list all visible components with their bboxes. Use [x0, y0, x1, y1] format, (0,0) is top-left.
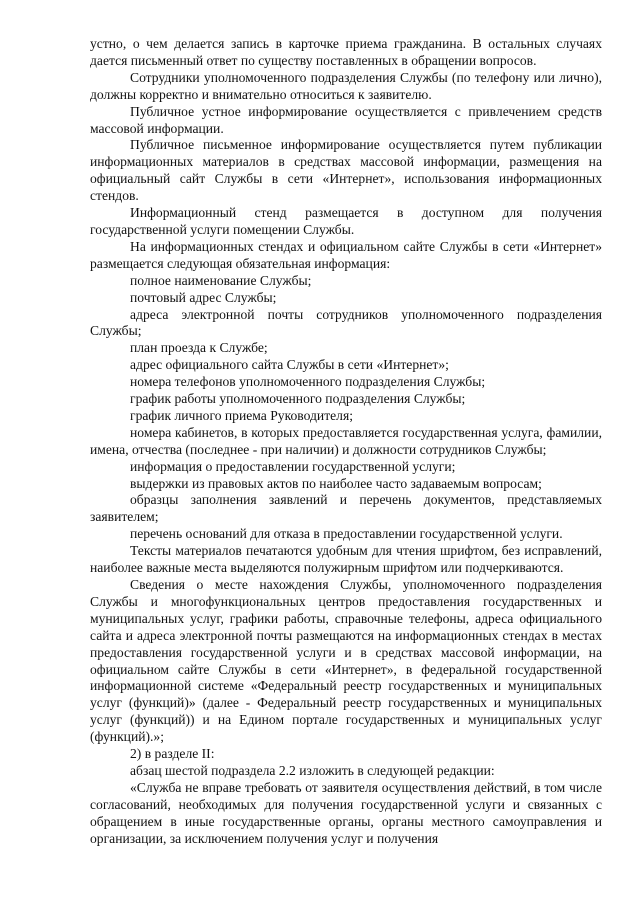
- list-item: образцы заполнения заявлений и перечень документов, представляемых заявителем;: [90, 492, 602, 525]
- list-item: информация о предоставлении государственной услуги;: [130, 458, 456, 474]
- list-item: номера телефонов уполномоченного подразделения Службы;: [130, 374, 486, 390]
- paragraph: Тексты материалов печатаются удобным для чтения шрифтом, без исправлений, наиболее важные места выделяются полужирным шрифтом или подчеркиваются.: [90, 543, 602, 576]
- list-item: выдержки из правовых актов по наиболее часто задаваемым вопросам;: [130, 475, 542, 491]
- list-item: номера кабинетов, в которых предоставляется государственная услуга, фамилии, имена, отчества (последнее - при наличии) и должности сотрудников Службы;: [90, 424, 602, 457]
- list-item: график работы уполномоченного подразделения Службы;: [130, 391, 466, 407]
- document-page: [90, 36, 602, 848]
- paragraph: Публичное устное информирование осуществляется с привлечением средств массовой информации.: [90, 103, 602, 136]
- list-item: адреса электронной почты сотрудников уполномоченного подразделения Службы;: [90, 306, 602, 339]
- paragraph: 2) в разделе II:: [130, 746, 215, 762]
- list-item: перечень оснований для отказа в предоставлении государственной услуги.: [130, 526, 563, 542]
- paragraph: Информационный стенд размещается в доступном для получения государственной услуги помещении Службы.: [90, 205, 602, 237]
- paragraph: Сотрудники уполномоченного подразделения Службы (по телефону или лично), должны корректно и внимательно относиться к заявителю.: [90, 69, 602, 102]
- list-item: адрес официального сайта Службы в сети «Интернет»;: [130, 357, 449, 373]
- list-item: график личного приема Руководителя;: [130, 407, 353, 423]
- paragraph: «Служба не вправе требовать от заявителя осуществления действий, в том числе согласований, необходимых для получения государственной услуги и связанных с обращением в иные государственные органы, органы местного самоуправления и организации, за исключением получения услуг и получения: [90, 779, 602, 846]
- paragraph: На информационных стендах и официальном сайте Службы в сети «Интернет» размещается следующая обязательная информация:: [90, 238, 602, 271]
- list-item: полное наименование Службы;: [130, 272, 312, 288]
- list-item: план проезда к Службе;: [130, 340, 268, 356]
- paragraph: устно, о чем делается запись в карточке приема гражданина. В остальных случаях дается письменный ответ по существу поставленных в обращении вопросов.: [90, 36, 602, 68]
- paragraph: Сведения о месте нахождения Службы, уполномоченного подразделения Службы и многофункциональных центров предоставления государственных и муниципальных услуг, графики работы, справочные телефоны, адреса официального сайта и адреса электронной почты размещаются на информационных стендах в местах предоставления государственной услуги и в средствах массовой информации, на официальном сайте Службы в сети «Интернет», в федеральной государственной информационной системе «Федеральный реестр государственных и муниципальных услуг (функций)» (далее - Федеральный реестр государственных и муниципальных услуг (функций)) и на Едином портале государственных и муниципальных услуг (функций).»;: [90, 577, 602, 745]
- paragraph: абзац шестой подраздела 2.2 изложить в следующей редакции:: [130, 762, 495, 778]
- paragraph: Публичное письменное информирование осуществляется путем публикации информационных материалов в средствах массовой информации, размещения на официальный сайт Службы в сети «Интернет», использования информационных стендов.: [90, 137, 602, 204]
- list-item: почтовый адрес Службы;: [130, 289, 277, 305]
